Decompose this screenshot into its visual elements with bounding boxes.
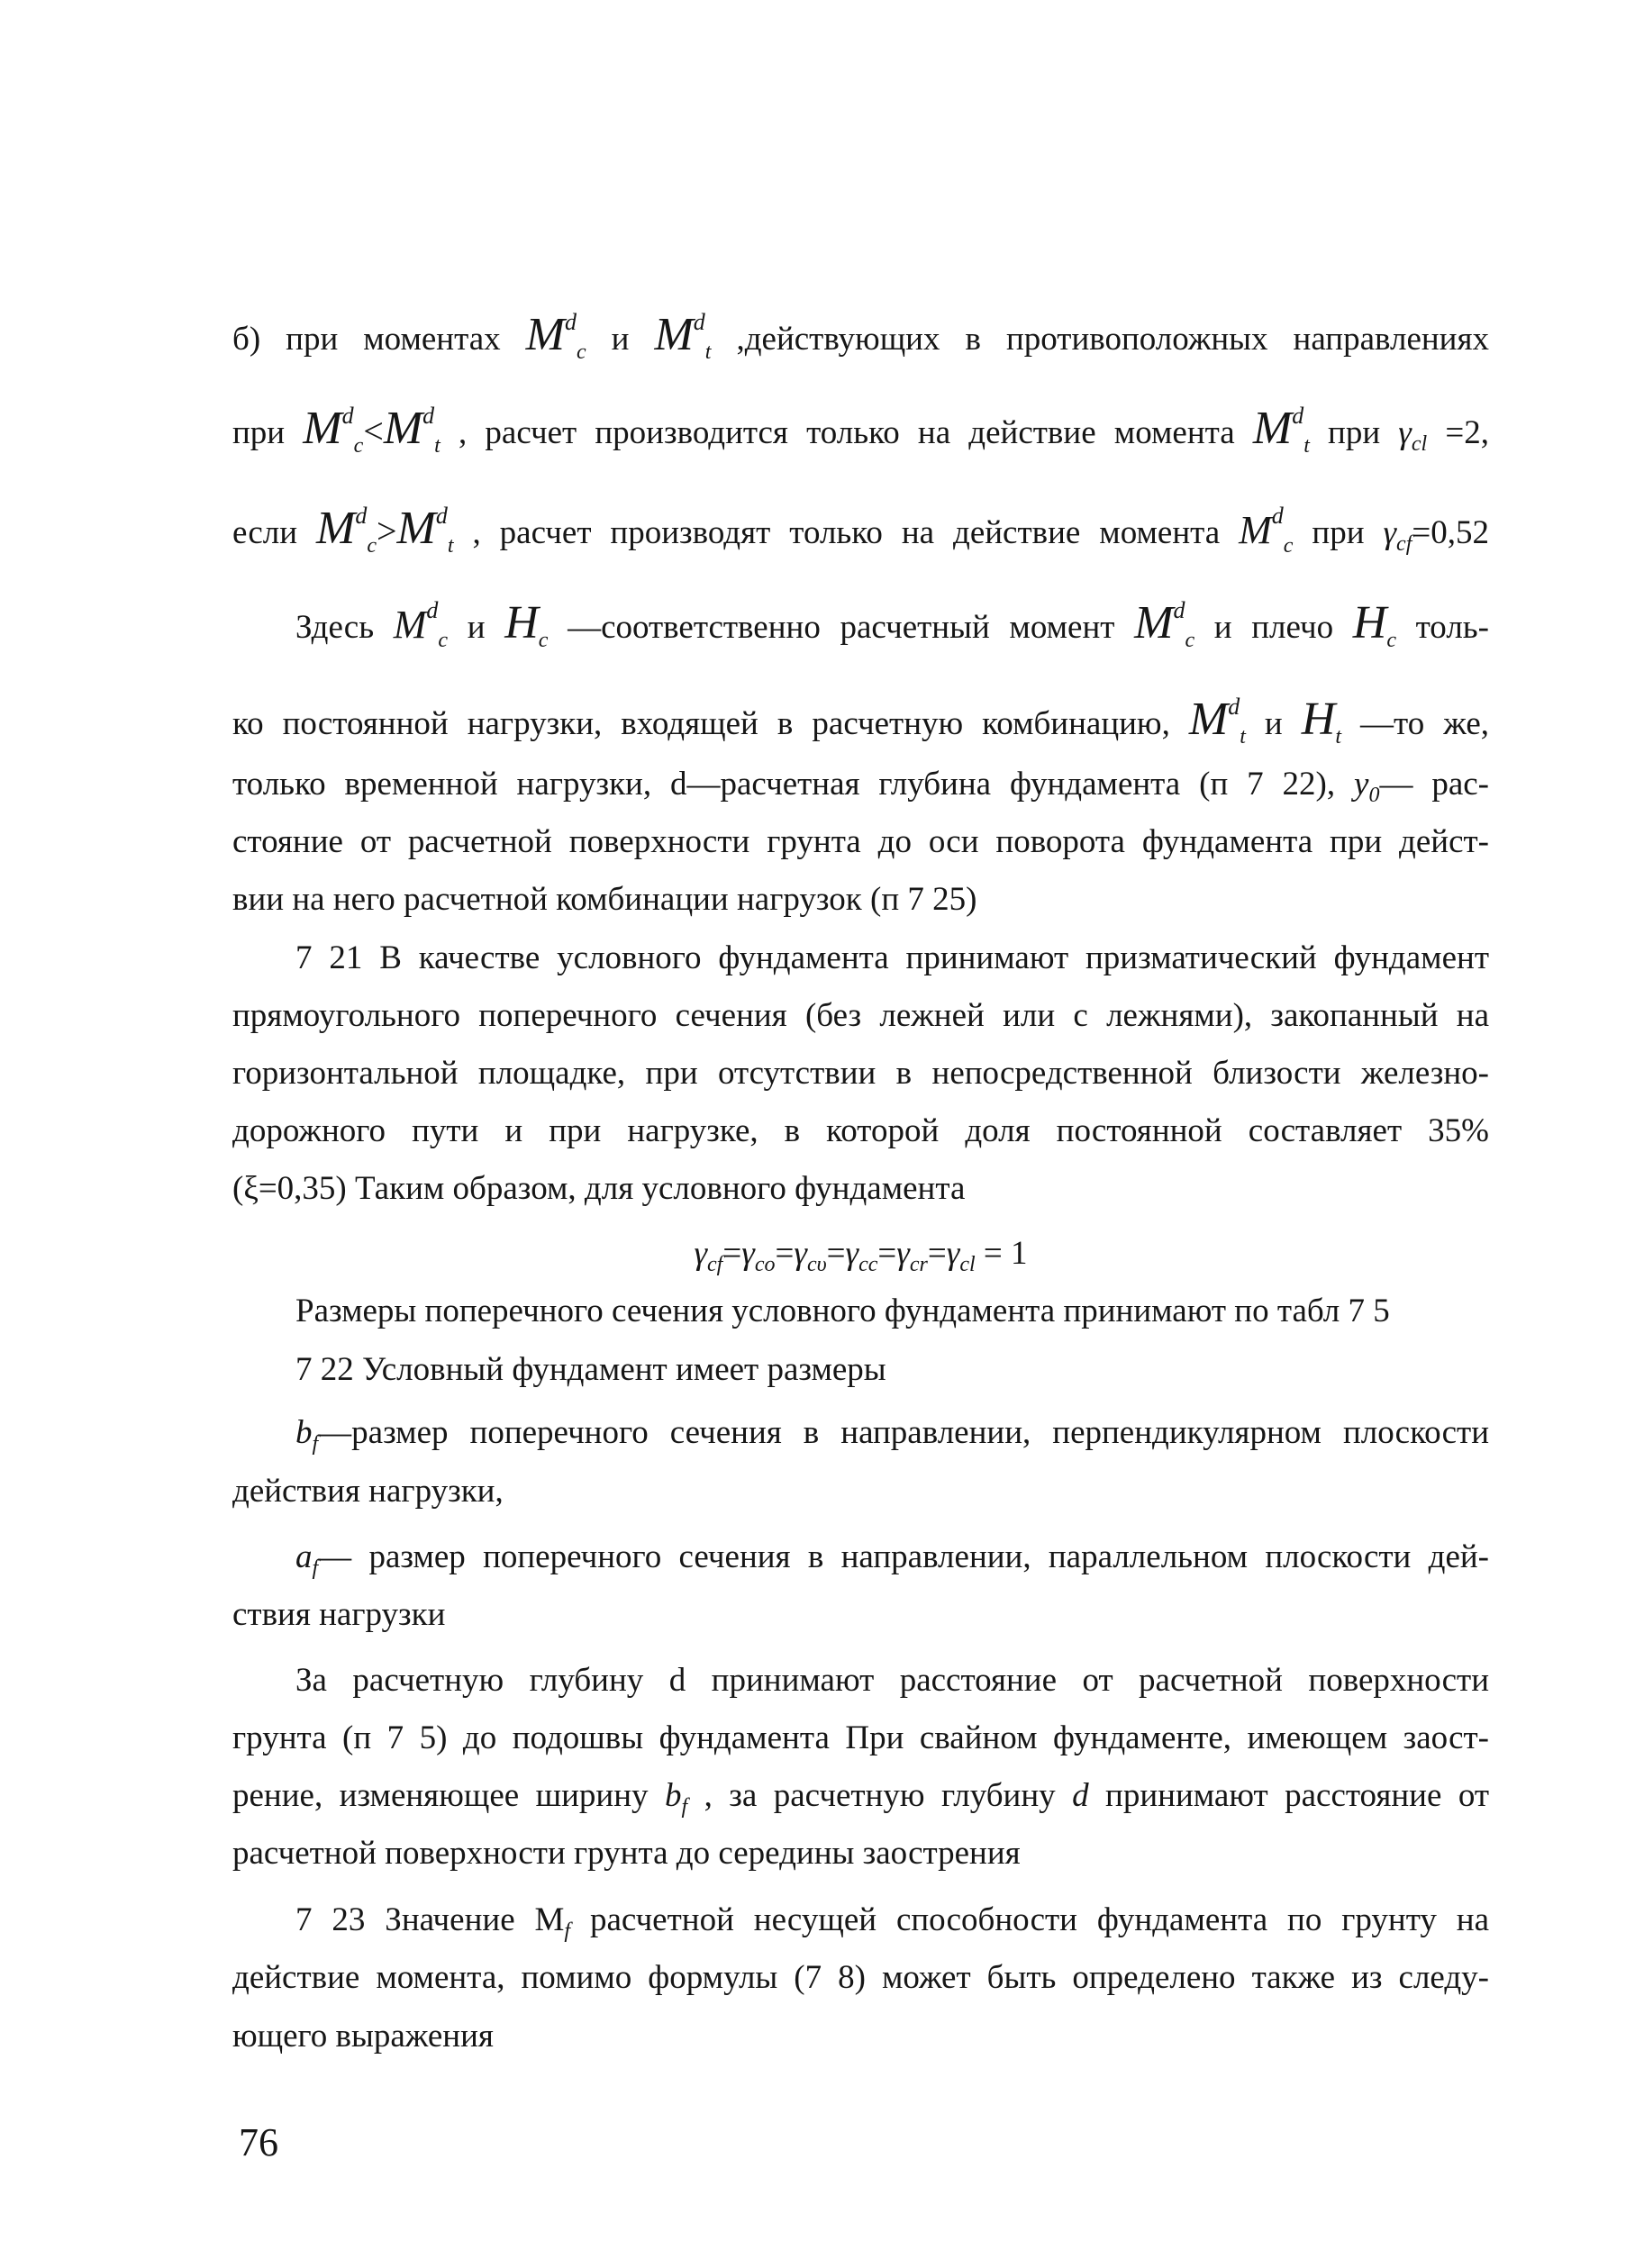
math-moment-mtd: $M^d_t$ [654, 309, 712, 364]
text-segment: 7 23 Значение M [295, 1901, 565, 1938]
text-segment: рение, изменяющее ширину [232, 1777, 665, 1814]
text-segment: , расчет производится только на действие момента [440, 414, 1253, 451]
text-line-4 [295, 589, 1489, 662]
text-line-2 [232, 395, 1489, 467]
text-segment: , расчет производят только на действие момента [453, 514, 1240, 551]
math-d: d [1072, 1777, 1089, 1814]
math-y0: $y_0$ [1354, 766, 1380, 807]
text-line-24: расчетной поверхности грунта до середины заострения [232, 1835, 1021, 1872]
text-segment: расчетной несущей способности фундамента по грунту на [570, 1901, 1489, 1938]
text-segment: ,действующих в противоположных направлениях [711, 321, 1489, 358]
text-line-11: горизонтальной площадке, при отсутствии в непосредственной близости железно- [232, 1055, 1489, 1092]
text-segment: только временной нагрузки, d—расчетная глубина фундамента (п 7 22), [232, 766, 1354, 803]
text-segment: —размер поперечного сечения в направлении, перпендикулярном плоскости [318, 1414, 1489, 1451]
text-segment: =2, [1427, 414, 1490, 451]
text-line-5 [232, 685, 1489, 758]
text-segment: —то же, [1340, 705, 1489, 742]
math-gamma-cf: $\gamma_{cf}$ [1383, 514, 1412, 556]
text-line-21: За расчетную глубину d принимают расстояние от расчетной поверхности [295, 1662, 1489, 1699]
text-segment: и [1245, 705, 1302, 742]
text-segment: — рас- [1379, 766, 1489, 803]
text-line-10: прямоугольного поперечного сечения (без лежней или с лежнями), закопанный на [232, 997, 1489, 1034]
math-inequality-lt: $M^d_c<M^d_t$ [303, 403, 441, 458]
text-segment: и плечо [1194, 609, 1353, 646]
text-segment: ко постоянной нагрузки, входящей в расчетную комбинацию, [232, 705, 1189, 742]
text-line-16: 7 22 Условный фундамент имеет размеры [295, 1351, 886, 1388]
text-line-12: дорожного пути и при нагрузке, в которой доля постоянной составляет 35% [232, 1112, 1489, 1149]
text-segment: и [448, 609, 505, 646]
text-segment: , за расчетную глубину [687, 1777, 1073, 1814]
text-segment: толь- [1395, 609, 1489, 646]
math-moment-mcd: $M^d_c$ [525, 309, 586, 364]
math-arm-ht: $H_t$ [1301, 694, 1341, 748]
math-arm-hc: $H_c$ [504, 597, 549, 652]
text-line-18: действия нагрузки, [232, 1473, 504, 1510]
text-segment: Здесь [295, 609, 394, 646]
math-moment-mtd: $M^d_t$ [1252, 403, 1310, 458]
math-gamma-cl: $\gamma_{cl}$ [1398, 414, 1428, 456]
math-moment-mtd: $M^d_t$ [1188, 694, 1246, 748]
math-arm-hc: $H_c$ [1352, 597, 1396, 652]
text-segment: —соответственно расчетный момент [548, 609, 1135, 646]
text-segment: принимают расстояние от [1088, 1777, 1490, 1814]
text-line-26: действие момента, помимо формулы (7 8) может быть определено также из следу- [232, 1959, 1489, 1996]
math-moment-mcd: $M^d_c$ [1134, 597, 1195, 652]
math-moment-mcd: $M^d_c$ [1239, 503, 1294, 558]
text-segment: при [1293, 514, 1384, 551]
text-line-8: вии на него расчетной комбинации нагрузок (п 7 25) [232, 881, 977, 918]
text-segment: если [232, 514, 316, 551]
text-segment: =0,52 [1412, 514, 1489, 551]
text-line-6 [232, 763, 1489, 817]
math-af: $a_f$ [295, 1538, 319, 1580]
text-line-19 [295, 1536, 1489, 1590]
text-line-22: грунта (п 7 5) до подошвы фундамента При свайном фундаменте, имеющем заост- [232, 1719, 1489, 1756]
math-moment-mcd: $M^d_c$ [393, 597, 449, 652]
text-segment: при [1309, 414, 1399, 451]
text-line-15: Размеры поперечного сечения условного фундамента принимают по табл 7 5 [295, 1293, 1390, 1329]
math-subscript-f: f [564, 1919, 571, 1943]
text-line-25 [295, 1899, 1489, 1953]
text-line-9: 7 21 В качестве условного фундамента принимают призматический фундамент [295, 939, 1489, 976]
text-line-13: (ξ=0,35) Таким образом, для условного фундамента [232, 1170, 966, 1207]
text-line-27: ющего выражения [232, 2018, 494, 2055]
text-line-17 [295, 1411, 1489, 1465]
formula-gamma-equality: $\gamma_{cf}=\gamma_{co}=\gamma_{c\upsilon}=\gamma_{cc}=\gamma_{cr}=\gamma_{cl} = 1$ [694, 1235, 1028, 1276]
text-line-3 [232, 494, 1489, 567]
text-segment: б) при моментах [232, 321, 526, 358]
text-segment: и [586, 321, 655, 358]
text-line-23 [232, 1774, 1489, 1828]
text-line-20: ствия нагрузки [232, 1596, 446, 1633]
text-segment: при [232, 414, 304, 451]
text-line-7: стояние от расчетной поверхности грунта до оси поворота фундамента при дейст- [232, 823, 1489, 860]
text-segment: — размер поперечного сечения в направлении, параллельном плоскости дей- [318, 1538, 1489, 1575]
math-bf: $b_f$ [664, 1777, 688, 1819]
math-bf: $b_f$ [295, 1414, 319, 1456]
page-number: 76 [239, 2120, 278, 2164]
text-line-1 [232, 301, 1489, 374]
math-inequality-gt: $M^d_c>M^d_t$ [315, 503, 454, 558]
